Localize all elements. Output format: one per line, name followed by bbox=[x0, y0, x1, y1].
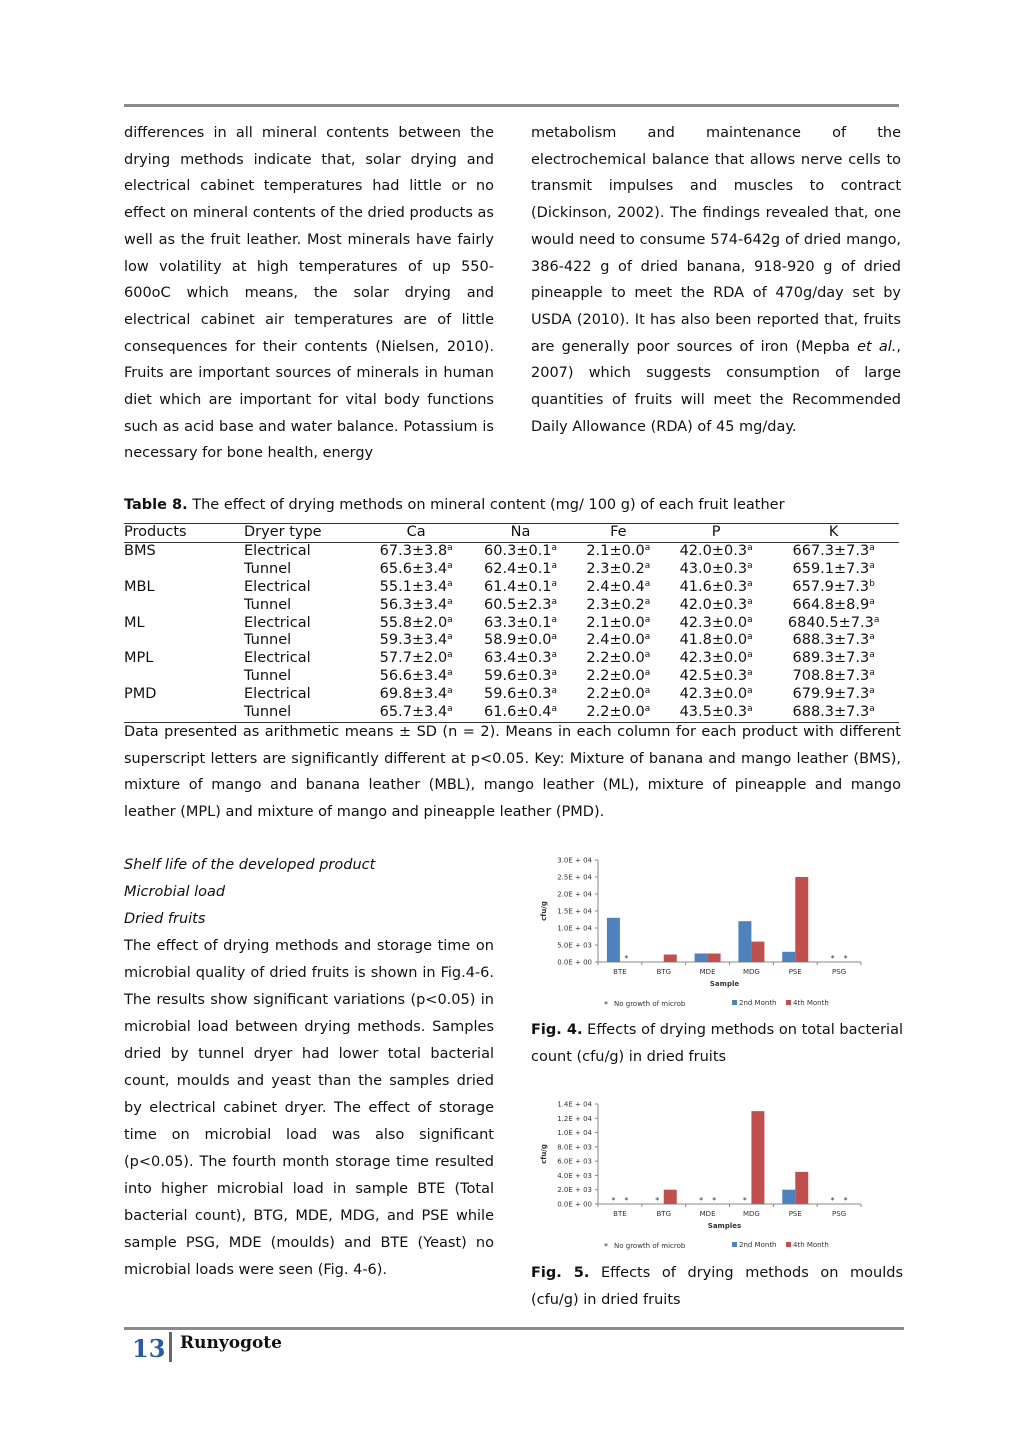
bar bbox=[738, 921, 751, 962]
significance-letter: a bbox=[447, 704, 453, 715]
cell-na bbox=[468, 597, 572, 615]
figure-label: Fig. 4. bbox=[531, 1022, 583, 1038]
cell-product bbox=[124, 561, 244, 579]
cell-fe bbox=[573, 615, 664, 633]
body-column-left-bottom bbox=[124, 852, 494, 1284]
header-rule bbox=[124, 104, 899, 107]
cell-na bbox=[468, 632, 572, 650]
cell-na bbox=[468, 579, 572, 597]
body-paragraph: differences in all mineral contents between the drying methods indicate that, solar drying and electrical cabinet temperatures had little or no effect on mineral contents of the dried products as well as the fruit leather. Most minerals have fairly low volatility at high temperatures of up 550-600oC which means, the solar drying and electrical cabinet air temperatures are of little consequences for their contents (Nielsen, 2010). Fruits are important sources of minerals in human diet which are important for vital body functions such as acid base and water balance. Potassium is necessary for bone health, energy bbox=[124, 125, 494, 462]
significance-letter: a bbox=[747, 596, 753, 607]
cell-value: 42.0±0.3 bbox=[679, 596, 748, 613]
body-column-right-top bbox=[531, 120, 901, 440]
cell-p bbox=[664, 686, 768, 704]
table-body bbox=[124, 542, 899, 722]
cell-fe bbox=[573, 632, 664, 650]
col-header-ca: Ca bbox=[406, 524, 426, 540]
cell-ca bbox=[364, 632, 468, 650]
cell-ca bbox=[364, 686, 468, 704]
table-row bbox=[124, 650, 899, 668]
x-tick-label: MDE bbox=[699, 968, 716, 976]
cell-k bbox=[768, 650, 899, 668]
body-paragraph bbox=[531, 120, 901, 440]
cell-value: 43.5±0.3 bbox=[679, 704, 748, 721]
table-row bbox=[124, 668, 899, 686]
legend-no-growth-marker: * bbox=[604, 1242, 608, 1251]
figure-caption-text: Effects of drying methods on moulds (cfu/g) in dried fruits bbox=[531, 1265, 903, 1308]
y-tick-label: 2.0E + 04 bbox=[557, 890, 592, 899]
cell-value: 55.1±3.4 bbox=[379, 578, 448, 595]
text-run-italic: et al. bbox=[857, 338, 897, 355]
cell-dryer: Tunnel bbox=[244, 632, 292, 649]
cell-dryer: Electrical bbox=[244, 686, 311, 703]
significance-letter: a bbox=[644, 614, 651, 625]
cell-product bbox=[124, 632, 244, 650]
cell-na bbox=[468, 615, 572, 633]
cell-value: 60.3±0.1 bbox=[484, 542, 552, 559]
significance-letter: a bbox=[873, 614, 880, 625]
cell-ca bbox=[364, 650, 468, 668]
cell-k bbox=[768, 615, 899, 633]
cell-value: 659.1±7.3 bbox=[792, 560, 870, 577]
significance-letter: a bbox=[447, 668, 453, 679]
significance-letter: a bbox=[644, 686, 651, 697]
cell-p bbox=[664, 579, 768, 597]
page-number: 13 bbox=[132, 1334, 166, 1363]
cell-ca bbox=[364, 542, 468, 560]
significance-letter: a bbox=[447, 650, 453, 661]
cell-value: 59.6±0.3 bbox=[484, 686, 552, 703]
significance-letter: b bbox=[869, 578, 875, 589]
significance-letter: a bbox=[869, 560, 875, 571]
cell-product: ML bbox=[124, 614, 145, 631]
table-row bbox=[124, 597, 899, 615]
cell-value: 2.4±0.0 bbox=[586, 632, 645, 649]
cell-product bbox=[124, 668, 244, 686]
x-tick-label: PSE bbox=[788, 1210, 802, 1218]
cell-value: 56.6±3.4 bbox=[379, 668, 448, 685]
no-growth-marker: * bbox=[655, 1196, 660, 1205]
significance-letter: a bbox=[644, 560, 651, 571]
x-tick-label: PSG bbox=[832, 1210, 847, 1218]
cell-value: 65.6±3.4 bbox=[379, 560, 448, 577]
cell-na bbox=[468, 650, 572, 668]
bar bbox=[664, 1190, 677, 1204]
y-tick-label: 2.0E + 03 bbox=[557, 1186, 592, 1195]
bar bbox=[708, 954, 721, 963]
significance-letter: a bbox=[747, 650, 753, 661]
x-tick-label: MDG bbox=[742, 1210, 760, 1218]
legend-label: 4th Month bbox=[793, 1241, 829, 1249]
significance-letter: a bbox=[551, 704, 558, 715]
figure-caption-text: Effects of drying methods on total bacterial count (cfu/g) in dried fruits bbox=[531, 1022, 903, 1065]
cell-value: 59.6±0.3 bbox=[484, 668, 552, 685]
cell-dryer: Tunnel bbox=[244, 560, 292, 577]
cell-value: 42.0±0.3 bbox=[679, 542, 748, 559]
mineral-table bbox=[124, 523, 899, 723]
significance-letter: a bbox=[644, 668, 651, 679]
bar bbox=[695, 954, 708, 963]
cell-value: 2.2±0.0 bbox=[586, 668, 645, 685]
significance-letter: a bbox=[447, 578, 453, 589]
cell-dryer: Tunnel bbox=[244, 704, 292, 721]
section-heading: Shelf life of the developed product bbox=[124, 857, 376, 873]
cell-value: 2.3±0.2 bbox=[586, 596, 645, 613]
cell-value: 41.6±0.3 bbox=[679, 578, 748, 595]
table-header-row bbox=[124, 524, 899, 543]
cell-product bbox=[124, 597, 244, 615]
cell-na bbox=[468, 686, 572, 704]
cell-dryer: Electrical bbox=[244, 578, 311, 595]
cell-value: 2.2±0.0 bbox=[586, 686, 645, 703]
cell-na bbox=[468, 542, 572, 560]
table-row bbox=[124, 632, 899, 650]
bar bbox=[751, 942, 764, 962]
cell-value: 67.3±3.8 bbox=[379, 542, 448, 559]
bar bbox=[782, 1190, 795, 1204]
cell-fe bbox=[573, 650, 664, 668]
no-growth-marker: * bbox=[830, 1196, 835, 1205]
legend-swatch bbox=[732, 1242, 737, 1247]
cell-value: 42.3±0.0 bbox=[679, 686, 748, 703]
cell-k bbox=[768, 579, 899, 597]
no-growth-marker: * bbox=[699, 1196, 704, 1205]
table-caption bbox=[124, 497, 901, 513]
legend-label: 2nd Month bbox=[739, 999, 777, 1007]
cell-p bbox=[664, 597, 768, 615]
subsection-heading: Microbial load bbox=[124, 884, 226, 900]
cell-k bbox=[768, 632, 899, 650]
significance-letter: a bbox=[447, 542, 453, 553]
significance-letter: a bbox=[447, 686, 453, 697]
significance-letter: a bbox=[747, 542, 753, 553]
bar bbox=[795, 877, 808, 962]
x-tick-label: PSG bbox=[832, 968, 847, 976]
cell-value: 42.5±0.3 bbox=[679, 668, 748, 685]
cell-k bbox=[768, 597, 899, 615]
no-growth-marker: * bbox=[843, 954, 848, 963]
col-header-p: P bbox=[711, 524, 721, 540]
cell-value: 42.3±0.0 bbox=[679, 650, 748, 667]
legend-no-growth-marker: * bbox=[604, 1000, 608, 1009]
col-header-k: K bbox=[828, 524, 839, 540]
significance-letter: a bbox=[869, 542, 875, 553]
cell-value: 63.3±0.1 bbox=[484, 614, 552, 631]
bar bbox=[607, 918, 620, 962]
cell-value: 55.8±2.0 bbox=[379, 614, 448, 631]
cell-value: 2.2±0.0 bbox=[586, 650, 645, 667]
cell-dryer: Tunnel bbox=[244, 668, 292, 685]
cell-fe bbox=[573, 597, 664, 615]
cell-ca bbox=[364, 561, 468, 579]
y-tick-label: 1.4E + 04 bbox=[557, 1100, 592, 1109]
significance-letter: a bbox=[869, 686, 875, 697]
cell-fe bbox=[573, 686, 664, 704]
bar bbox=[782, 952, 795, 962]
col-header-products: Products bbox=[124, 524, 187, 540]
table-row bbox=[124, 615, 899, 633]
cell-ca bbox=[364, 668, 468, 686]
col-header-dryer: Dryer type bbox=[244, 524, 322, 540]
x-tick-label: BTE bbox=[613, 1210, 627, 1218]
table-footnote: Data presented as arithmetic means ± SD (n = 2). Means in each column for each product with different superscript letters are significantly different at p<0.05. Key: Mixture of banana and mango leather (BMS), mixture of mango and banana leather (MBL), mango leather (ML), mixture of pineapple and mango leather (MPL) and mixture of mango and pineapple leather (PMD). bbox=[124, 724, 901, 821]
cell-value: 57.7±2.0 bbox=[379, 650, 448, 667]
significance-letter: a bbox=[747, 614, 753, 625]
significance-letter: a bbox=[551, 560, 558, 571]
legend-label: 2nd Month bbox=[739, 1241, 777, 1249]
y-tick-label: 8.0E + 03 bbox=[557, 1143, 592, 1152]
legend-label: 4th Month bbox=[793, 999, 829, 1007]
cell-fe bbox=[573, 542, 664, 560]
x-tick-label: BTG bbox=[656, 968, 672, 976]
no-growth-marker: * bbox=[712, 1196, 717, 1205]
cell-k bbox=[768, 542, 899, 560]
x-tick-label: PSE bbox=[788, 968, 802, 976]
significance-letter: a bbox=[447, 560, 453, 571]
cell-na bbox=[468, 561, 572, 579]
table-label: Table 8. bbox=[124, 497, 188, 513]
significance-letter: a bbox=[747, 578, 753, 589]
cell-fe bbox=[573, 579, 664, 597]
figure-5-caption bbox=[531, 1260, 903, 1313]
cell-ca bbox=[364, 579, 468, 597]
significance-letter: a bbox=[644, 578, 651, 589]
significance-letter: a bbox=[747, 632, 753, 643]
cell-value: 2.1±0.0 bbox=[586, 542, 645, 559]
cell-product: MBL bbox=[124, 578, 155, 595]
cell-value: 61.4±0.1 bbox=[484, 578, 552, 595]
cell-value: 2.4±0.4 bbox=[586, 578, 645, 595]
bar bbox=[664, 955, 677, 962]
no-growth-marker: * bbox=[742, 1196, 747, 1205]
no-growth-marker: * bbox=[830, 954, 835, 963]
significance-letter: a bbox=[747, 704, 753, 715]
cell-p bbox=[664, 542, 768, 560]
x-tick-label: MDE bbox=[699, 1210, 716, 1218]
significance-letter: a bbox=[447, 614, 453, 625]
col-header-na: Na bbox=[510, 524, 531, 540]
no-growth-marker: * bbox=[624, 1196, 629, 1205]
cell-value: 657.9±7.3 bbox=[792, 578, 870, 595]
cell-value: 667.3±7.3 bbox=[792, 542, 870, 559]
figure-5 bbox=[536, 1096, 866, 1256]
cell-value: 42.3±0.0 bbox=[679, 614, 748, 631]
table-title: The effect of drying methods on mineral content (mg/ 100 g) of each fruit leather bbox=[187, 497, 785, 513]
x-tick-label: BTE bbox=[613, 968, 627, 976]
cell-value: 708.8±7.3 bbox=[792, 668, 870, 685]
cell-p bbox=[664, 668, 768, 686]
significance-letter: a bbox=[551, 686, 558, 697]
y-tick-label: 0.0E + 00 bbox=[557, 958, 592, 967]
body-paragraph: The effect of drying methods and storage time on microbial quality of dried fruits is shown in Fig.4-6. The results show significant variations (p<0.05) in microbial load between drying methods. Samples dried by tunnel dryer had lower total bacterial count, moulds and yeast than the samples dried by electrical cabinet dryer. The effect of storage time on microbial load was also significant (p<0.05). The fourth month storage time resulted into higher microbial load in sample BTE (Total bacterial count), BTG, MDE, MDG, and PSE while sample PSG, MDE (moulds) and BTE (Yeast) no microbial loads were seen (Fig. 4-6). bbox=[124, 938, 494, 1278]
cell-p bbox=[664, 650, 768, 668]
cell-fe bbox=[573, 668, 664, 686]
significance-letter: a bbox=[747, 560, 753, 571]
significance-letter: a bbox=[551, 542, 558, 553]
x-axis-label: Sample bbox=[709, 980, 740, 988]
table-row bbox=[124, 686, 899, 704]
significance-letter: a bbox=[869, 650, 875, 661]
x-axis-label: Samples bbox=[707, 1222, 742, 1230]
y-tick-label: 6.0E + 03 bbox=[557, 1157, 592, 1166]
table-row bbox=[124, 579, 899, 597]
cell-value: 688.3±7.3 bbox=[792, 632, 870, 649]
cell-k bbox=[768, 561, 899, 579]
legend-no-growth-label: No growth of microb bbox=[614, 1242, 686, 1250]
figure-4-caption bbox=[531, 1017, 903, 1070]
cell-product: MPL bbox=[124, 650, 154, 667]
cell-na bbox=[468, 668, 572, 686]
text-run: metabolism and maintenance of the electrochemical balance that allows nerve cells to transmit impulses and muscles to contract (Dickinson, 2002). The findings revealed that, one would need to consume 574-642g of dried mango, 386-422 g of dried banana, 918-920 g of dried pineapple to meet the RDA of 470g/day set by USDA (2010). It has also been reported that, fruits are generally poor sources of iron (Mepba bbox=[531, 125, 901, 355]
body-column-left-top bbox=[124, 120, 494, 467]
significance-letter: a bbox=[551, 596, 558, 607]
cell-value: 2.2±0.0 bbox=[586, 704, 645, 721]
col-header-fe: Fe bbox=[610, 524, 627, 540]
cell-value: 69.8±3.4 bbox=[379, 686, 448, 703]
significance-letter: a bbox=[869, 632, 875, 643]
legend-swatch bbox=[786, 1000, 791, 1005]
cell-dryer: Electrical bbox=[244, 614, 311, 631]
significance-letter: a bbox=[447, 632, 453, 643]
bar bbox=[795, 1172, 808, 1204]
significance-letter: a bbox=[551, 578, 558, 589]
y-axis-label: cfu/g bbox=[540, 1144, 548, 1164]
significance-letter: a bbox=[747, 668, 753, 679]
subsubsection-heading: Dried fruits bbox=[124, 911, 206, 927]
cell-value: 59.3±3.4 bbox=[379, 632, 448, 649]
cell-value: 56.3±3.4 bbox=[379, 596, 448, 613]
cell-value: 60.5±2.3 bbox=[484, 596, 552, 613]
cell-product: BMS bbox=[124, 542, 156, 559]
significance-letter: a bbox=[644, 596, 651, 607]
cell-p bbox=[664, 632, 768, 650]
cell-ca bbox=[364, 615, 468, 633]
significance-letter: a bbox=[644, 632, 651, 643]
figure-label: Fig. 5. bbox=[531, 1265, 590, 1281]
cell-value: 6840.5±7.3 bbox=[787, 614, 874, 631]
y-tick-label: 2.5E + 04 bbox=[557, 873, 592, 882]
significance-letter: a bbox=[869, 704, 875, 715]
significance-letter: a bbox=[551, 632, 558, 643]
y-tick-label: 1.0E + 04 bbox=[557, 1129, 592, 1138]
no-growth-marker: * bbox=[843, 1196, 848, 1205]
cell-dryer: Electrical bbox=[244, 650, 311, 667]
cell-value: 41.8±0.0 bbox=[679, 632, 748, 649]
significance-letter: a bbox=[447, 596, 453, 607]
y-tick-label: 4.0E + 03 bbox=[557, 1171, 592, 1180]
y-axis-label: cfu/g bbox=[540, 901, 548, 921]
cell-dryer: Electrical bbox=[244, 542, 311, 559]
y-tick-label: 3.0E + 04 bbox=[557, 856, 592, 865]
cell-p bbox=[664, 561, 768, 579]
table-row bbox=[124, 561, 899, 579]
significance-letter: a bbox=[644, 542, 651, 553]
cell-value: 689.3±7.3 bbox=[792, 650, 870, 667]
legend-no-growth-label: No growth of microb bbox=[614, 1000, 686, 1008]
bar bbox=[751, 1111, 764, 1204]
significance-letter: a bbox=[644, 650, 651, 661]
significance-letter: a bbox=[551, 668, 558, 679]
cell-ca bbox=[364, 597, 468, 615]
x-tick-label: BTG bbox=[656, 1210, 672, 1218]
figure-4 bbox=[536, 852, 866, 1014]
cell-value: 62.4±0.1 bbox=[484, 560, 552, 577]
legend-swatch bbox=[732, 1000, 737, 1005]
y-tick-label: 5.0E + 03 bbox=[557, 941, 592, 950]
cell-value: 43.0±0.3 bbox=[679, 560, 748, 577]
cell-value: 2.1±0.0 bbox=[586, 614, 645, 631]
cell-value: 61.6±0.4 bbox=[484, 704, 552, 721]
significance-letter: a bbox=[644, 704, 651, 715]
y-tick-label: 1.0E + 04 bbox=[557, 924, 592, 933]
significance-letter: a bbox=[747, 686, 753, 697]
cell-value: 664.8±8.9 bbox=[792, 596, 870, 613]
cell-k bbox=[768, 668, 899, 686]
cell-value: 63.4±0.3 bbox=[484, 650, 552, 667]
y-tick-label: 1.2E + 04 bbox=[557, 1114, 592, 1123]
cell-value: 65.7±3.4 bbox=[379, 704, 448, 721]
cell-fe bbox=[573, 561, 664, 579]
cell-p bbox=[664, 615, 768, 633]
cell-value: 688.3±7.3 bbox=[792, 704, 870, 721]
running-head: Runyogote bbox=[180, 1333, 282, 1353]
no-growth-marker: * bbox=[611, 1196, 616, 1205]
y-tick-label: 1.5E + 04 bbox=[557, 907, 592, 916]
cell-value: 2.3±0.2 bbox=[586, 560, 645, 577]
footer-rule bbox=[124, 1327, 904, 1330]
y-tick-label: 0.0E + 00 bbox=[557, 1200, 592, 1209]
chart-moulds bbox=[536, 1096, 866, 1256]
x-tick-label: MDG bbox=[742, 968, 760, 976]
significance-letter: a bbox=[551, 614, 558, 625]
chart-total-bacterial-count bbox=[536, 852, 866, 1014]
cell-value: 679.9±7.3 bbox=[792, 686, 870, 703]
legend-swatch bbox=[786, 1242, 791, 1247]
significance-letter: a bbox=[551, 650, 558, 661]
significance-letter: a bbox=[869, 668, 875, 679]
cell-dryer: Tunnel bbox=[244, 596, 292, 613]
cell-k bbox=[768, 686, 899, 704]
significance-letter: a bbox=[869, 596, 875, 607]
cell-product: PMD bbox=[124, 686, 157, 703]
no-growth-marker: * bbox=[624, 954, 629, 963]
table-row bbox=[124, 542, 899, 560]
footer-divider bbox=[169, 1332, 172, 1362]
cell-value: 58.9±0.0 bbox=[484, 632, 552, 649]
text-run: , 2007) which suggests consumption of large quantities of fruits will meet the Recommended Daily Allowance (RDA) of 45 mg/day. bbox=[531, 338, 901, 435]
